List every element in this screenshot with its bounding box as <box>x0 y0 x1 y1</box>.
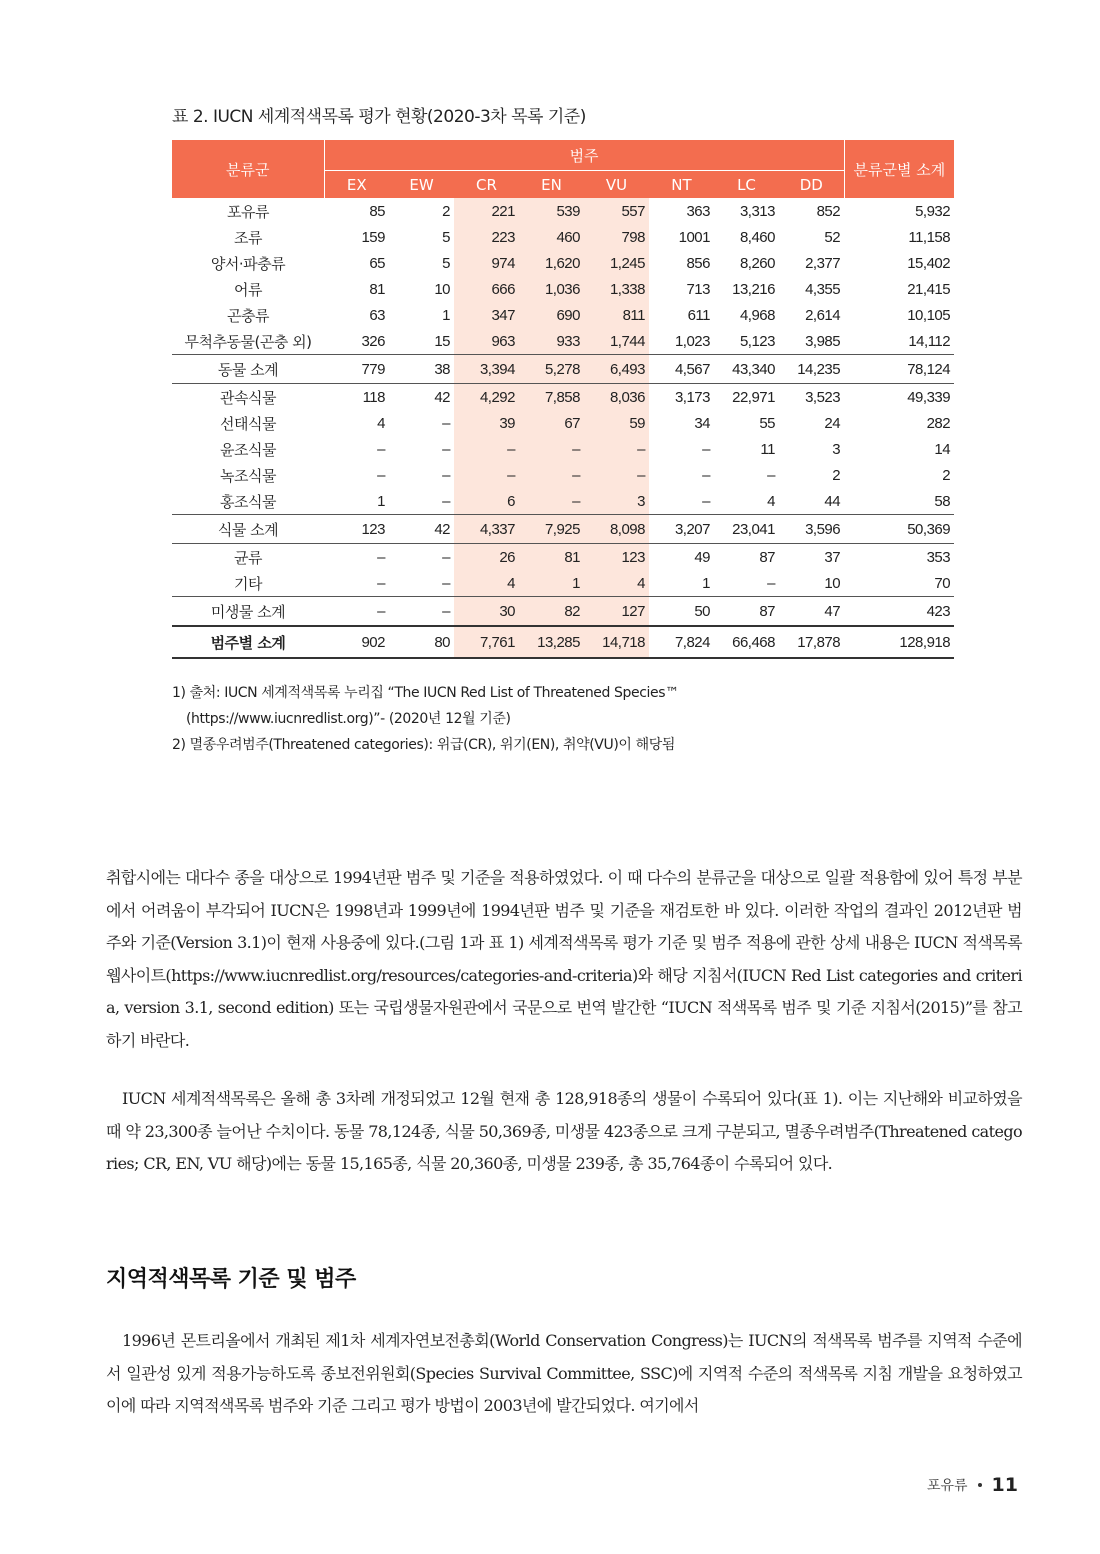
table-row <box>172 515 954 544</box>
table-cell: 3,523 <box>805 388 841 406</box>
table-cell: 811 <box>584 302 649 328</box>
table-cell: – <box>767 466 775 484</box>
table-cell: – <box>519 436 584 462</box>
table-cell: 5 <box>442 228 450 246</box>
table-cell: 66,468 <box>714 626 779 658</box>
table-row <box>172 488 954 515</box>
table-cell: 2 <box>942 466 951 484</box>
table-cell: 81 <box>519 544 584 571</box>
table-cell: 902 <box>324 626 389 658</box>
table-cell: 42 <box>389 515 454 544</box>
column-header: EN <box>519 171 584 199</box>
table-cell: 8,260 <box>739 254 775 272</box>
page-footer <box>927 1474 1018 1496</box>
table-cell: 460 <box>519 224 584 250</box>
table-cell: 52 <box>824 228 841 246</box>
table-cell: 7,925 <box>519 515 584 544</box>
column-header: DD <box>779 171 844 199</box>
table-cell: 557 <box>584 198 649 224</box>
table-cell: 539 <box>519 198 584 224</box>
note-threatened: 2) 멸종우려범주(Threatened categories): 위급(CR), 위기(EN), 취약(VU)이 해당됨 <box>172 737 675 753</box>
table-cell: 10 <box>824 574 841 592</box>
table-cell: 14,112 <box>908 332 951 350</box>
table-cell: 15,402 <box>907 254 951 272</box>
table-cell: 4,355 <box>805 280 841 298</box>
table-cell: 30 <box>454 597 519 627</box>
table-cell: 974 <box>454 250 519 276</box>
table-cell: – <box>389 597 454 627</box>
table-row <box>172 355 954 384</box>
row-label: 동물 소계 <box>172 355 324 384</box>
table-cell: 10 <box>434 280 450 298</box>
table-cell: 6 <box>454 488 519 515</box>
table-cell: 123 <box>324 515 389 544</box>
table-cell: 82 <box>519 597 584 627</box>
column-header: LC <box>714 171 779 199</box>
table-cell: 59 <box>584 410 649 436</box>
table-cell: 611 <box>687 306 710 324</box>
table-cell: – <box>519 488 584 515</box>
table-cell: – <box>442 440 450 458</box>
table-cell: 67 <box>519 410 584 436</box>
table-cell: 39 <box>454 410 519 436</box>
table-cell: 13,285 <box>519 626 584 658</box>
column-header: NT <box>649 171 714 199</box>
table-cell: – <box>377 440 385 458</box>
table-cell: 5,932 <box>915 202 951 220</box>
table-row <box>172 597 954 627</box>
table-cell: 50,369 <box>844 515 954 544</box>
table-cell: 17,878 <box>779 626 844 658</box>
grand-total <box>172 626 954 658</box>
table-cell: 4,567 <box>649 355 714 384</box>
row-label: 조류 <box>234 228 262 247</box>
table-cell: – <box>519 462 584 488</box>
page-number: 11 <box>991 1474 1018 1496</box>
table-cell: 7,858 <box>519 384 584 411</box>
table-cell: 933 <box>519 328 584 355</box>
table-cell: 87 <box>759 548 775 566</box>
column-header: CR <box>454 171 519 199</box>
row-label: 어류 <box>234 280 262 299</box>
table-cell: 85 <box>369 202 385 220</box>
table-cell: 8,036 <box>584 384 649 411</box>
table-cell: 1,036 <box>519 276 584 302</box>
table-cell: 798 <box>584 224 649 250</box>
table-cell: 159 <box>361 228 385 246</box>
table-cell: 423 <box>844 597 954 627</box>
row-label: 선태식물 <box>220 414 276 433</box>
table-row <box>172 544 954 571</box>
row-label: 미생물 소계 <box>172 597 324 627</box>
table-cell: 3 <box>832 440 841 458</box>
row-label: 식물 소계 <box>172 515 324 544</box>
table-cell: 4 <box>584 570 649 597</box>
animal-rows <box>172 198 954 355</box>
table-cell: 14 <box>934 440 951 458</box>
table-cell: 779 <box>324 355 389 384</box>
table-cell: 3 <box>584 488 649 515</box>
footer-section-name: 포유류 <box>926 1478 968 1494</box>
table-cell: 3,985 <box>805 332 841 350</box>
table-cell: – <box>442 548 450 566</box>
table-cell: 14,235 <box>779 355 844 384</box>
table-cell: 7,824 <box>649 626 714 658</box>
row-label: 곤충류 <box>227 306 269 325</box>
table-cell: 1,023 <box>674 332 710 350</box>
table-cell: – <box>377 548 385 566</box>
table-cell: 63 <box>369 306 385 324</box>
row-label: 기타 <box>234 574 262 593</box>
table-row <box>172 276 954 302</box>
table-cell: – <box>454 436 519 462</box>
animal-subtotal <box>172 355 954 384</box>
table-cell: 127 <box>584 597 649 627</box>
table-cell: 3,313 <box>739 202 775 220</box>
table-cell: – <box>584 462 649 488</box>
table-cell: 118 <box>362 388 385 406</box>
table-cell: 713 <box>686 280 710 298</box>
table-row <box>172 570 954 597</box>
body-paragraph-2: IUCN 세계적색목록은 올해 총 3차례 개정되었고 12월 현재 총 128,918종의 생물이 수록되어 있다(표 1). 이는 지난해와 비교하였을 때 약 23,300종 늘어난 수치이다. 동물 78,124종, 식물 50,369종, 미생물 423종으로 크게 구분되고, 멸종우려범주(Threatened categories; CR, EN, VU 해당)에는 동물 15,165종, 식물 20,360종, 미생물 239종, 총 35,764종이 수록되어 있다. <box>106 1089 1022 1173</box>
table-cell: 1001 <box>678 228 710 246</box>
column-header: EW <box>389 171 454 199</box>
body-paragraph-1: 취합시에는 대다수 종을 대상으로 1994년판 범주 및 기준을 적용하였었다. 이 때 다수의 분류군을 대상으로 일괄 적용함에 있어 특정 부분에서 어려움이 부각되어 IUCN은 1998년과 1999년에 1994년판 범주 및 기준을 재검토한 바 있다. 이러한 작업의 결과인 2012년판 범주와 기준(Version 3.1)이 현재 사용중에 있다.(그림 1과 표 1) 세계적색목록 평가 기준 및 범주 적용에 관한 상세 내용은 IUCN 적색목록 웹사이트(https://www.iucnredlist.org/resources/categories-and-criteria)와 해당 지침서(IUCN Red List categories and criteria, version 3.1, second edition) 또는 국립생물자원관에서 국문으로 번역 발간한 “IUCN 적색목록 범주 및 기준 지침서(2015)”를 참고하기 바란다. <box>106 868 1022 1050</box>
table-cell: – <box>702 492 710 510</box>
table-cell: 87 <box>714 597 779 627</box>
table-cell: 128,918 <box>844 626 954 658</box>
table-cell: 1,744 <box>584 328 649 355</box>
table-cell: – <box>702 440 710 458</box>
row-label: 무척추동물(곤충 외) <box>184 332 312 351</box>
table-cell: – <box>584 436 649 462</box>
table-cell: – <box>442 414 450 432</box>
table-row <box>172 436 954 462</box>
table-cell: 70 <box>934 574 951 592</box>
header-category: 범주 <box>324 140 844 171</box>
table-row <box>172 462 954 488</box>
table-row <box>172 384 954 411</box>
body-paragraph-3: 1996년 몬트리올에서 개최된 제1차 세계자연보전총회(World Conservation Congress)는 IUCN의 적색목록 범주를 지역적 수준에서 일관성 있게 적용가능하도록 종보전위원회(Species Survival Committee, SSC)에 지역적 수준의 적색목록 지침 개발을 요청하였고 이에 따라 지역적색목록 범주와 기준 그리고 평가 방법이 2003년에 발간되었다. 여기에서 <box>106 1331 1022 1415</box>
table-cell: 852 <box>816 202 841 220</box>
table-cell: 347 <box>454 302 519 328</box>
plant-subtotal <box>172 515 954 544</box>
table-cell: – <box>702 466 710 484</box>
table-cell: 38 <box>389 355 454 384</box>
table-cell: 1,338 <box>584 276 649 302</box>
row-label: 양서·파충류 <box>210 254 286 273</box>
iucn-assessment-table <box>172 140 954 659</box>
table-cell: 43,340 <box>714 355 779 384</box>
row-label: 녹조식물 <box>220 466 276 485</box>
table-row <box>172 224 954 250</box>
table-cell: 4 <box>767 492 775 510</box>
table-cell: – <box>442 492 450 510</box>
table-cell: 8,460 <box>739 228 775 246</box>
row-label: 윤조식물 <box>220 440 276 459</box>
table-cell: 1 <box>519 570 584 597</box>
table-cell: 963 <box>454 328 519 355</box>
table-cell: 2 <box>442 202 450 220</box>
table-cell: 2 <box>832 466 841 484</box>
table-cell: 123 <box>584 544 649 571</box>
table-cell: 4,968 <box>739 306 775 324</box>
table-cell: 3,394 <box>454 355 519 384</box>
row-label: 관속식물 <box>220 388 276 407</box>
table-cell: 1 <box>377 492 385 510</box>
table-cell: – <box>377 466 385 484</box>
table-row <box>172 302 954 328</box>
table-cell: 1,245 <box>584 250 649 276</box>
table-cell: 55 <box>759 414 775 432</box>
table-cell: 34 <box>694 414 710 432</box>
table-cell: 80 <box>389 626 454 658</box>
header-taxon-group: 분류군 <box>172 140 324 198</box>
row-label: 균류 <box>234 548 262 567</box>
table-cell: 14,718 <box>584 626 649 658</box>
table-notes <box>172 680 679 758</box>
table-cell: 856 <box>686 254 710 272</box>
table-cell: 65 <box>369 254 385 272</box>
table-cell: 4,337 <box>454 515 519 544</box>
table-cell: 13,216 <box>732 280 775 298</box>
table-row <box>172 198 954 224</box>
table-cell: 4,292 <box>454 384 519 411</box>
table-cell: 4 <box>454 570 519 597</box>
table-cell: 3,596 <box>779 515 844 544</box>
table-cell: 81 <box>369 280 385 298</box>
table-cell: 37 <box>824 548 841 566</box>
table-cell: 50 <box>649 597 714 627</box>
table-cell: – <box>454 462 519 488</box>
table-cell: 15 <box>434 332 450 350</box>
table-cell: 22,971 <box>732 388 775 406</box>
table-cell: 3,173 <box>674 388 710 406</box>
table-cell: 21,415 <box>907 280 951 298</box>
table-cell: 282 <box>926 414 951 432</box>
microbe-subtotal <box>172 597 954 627</box>
table-cell: 2,377 <box>805 254 841 272</box>
row-label: 범주별 소계 <box>172 626 324 658</box>
table-row <box>172 626 954 658</box>
table-row <box>172 328 954 355</box>
table-cell: 1,620 <box>519 250 584 276</box>
table-cell: 4 <box>377 414 385 432</box>
note-source-url: (https://www.iucnredlist.org)”- (2020년 12월 기준) <box>186 711 511 727</box>
table-cell: 353 <box>926 548 951 566</box>
column-header: EX <box>324 171 389 199</box>
table-cell: 11,158 <box>908 228 951 246</box>
table-cell: 223 <box>454 224 519 250</box>
table-cell: 666 <box>454 276 519 302</box>
table-cell: 11 <box>760 440 775 458</box>
table-cell: 1 <box>442 306 450 324</box>
section-title: 지역적색목록 기준 및 범주 <box>106 1267 356 1292</box>
table-cell: 221 <box>454 198 519 224</box>
table-cell: 690 <box>519 302 584 328</box>
table-cell: 2,614 <box>805 306 841 324</box>
table-cell: 5,278 <box>519 355 584 384</box>
table-cell: 42 <box>434 388 450 406</box>
table-cell: – <box>377 574 385 592</box>
table-cell: 78,124 <box>844 355 954 384</box>
table-row <box>172 250 954 276</box>
table-cell: 8,098 <box>584 515 649 544</box>
table-cell: 6,493 <box>584 355 649 384</box>
table-cell: 49,339 <box>907 388 951 406</box>
note-source: 1) 출처: IUCN 세계적색목록 누리집 “The IUCN Red List of Threatened Species™ <box>172 685 679 701</box>
table-cell: 26 <box>454 544 519 571</box>
table-cell: 47 <box>779 597 844 627</box>
row-label: 포유류 <box>227 202 269 221</box>
header-group-subtotal: 분류군별 소계 <box>844 140 954 198</box>
table-cell: 23,041 <box>714 515 779 544</box>
table-cell: 3,207 <box>649 515 714 544</box>
table-cell: 363 <box>686 202 710 220</box>
table-cell: 44 <box>824 492 841 510</box>
table-cell: 5 <box>442 254 450 272</box>
table-cell: 326 <box>361 332 385 350</box>
plant-rows <box>172 384 954 515</box>
column-header: VU <box>584 171 649 199</box>
table-cell: 24 <box>824 414 841 432</box>
table-cell: – <box>442 574 450 592</box>
table-cell: 58 <box>934 492 951 510</box>
table-cell: 1 <box>702 574 710 592</box>
table-cell: – <box>324 597 389 627</box>
table-cell: 5,123 <box>739 332 775 350</box>
table-cell: – <box>767 574 775 592</box>
footer-dot-icon <box>978 1483 982 1487</box>
table-row <box>172 410 954 436</box>
row-label: 홍조식물 <box>220 492 276 511</box>
table-cell: 10,105 <box>907 306 951 324</box>
table-cell: 7,761 <box>454 626 519 658</box>
microbe-rows <box>172 544 954 597</box>
table-caption: 표 2. IUCN 세계적색목록 평가 현황(2020-3차 목록 기준) <box>172 107 586 127</box>
table-cell: 49 <box>694 548 710 566</box>
table-cell: – <box>442 466 450 484</box>
